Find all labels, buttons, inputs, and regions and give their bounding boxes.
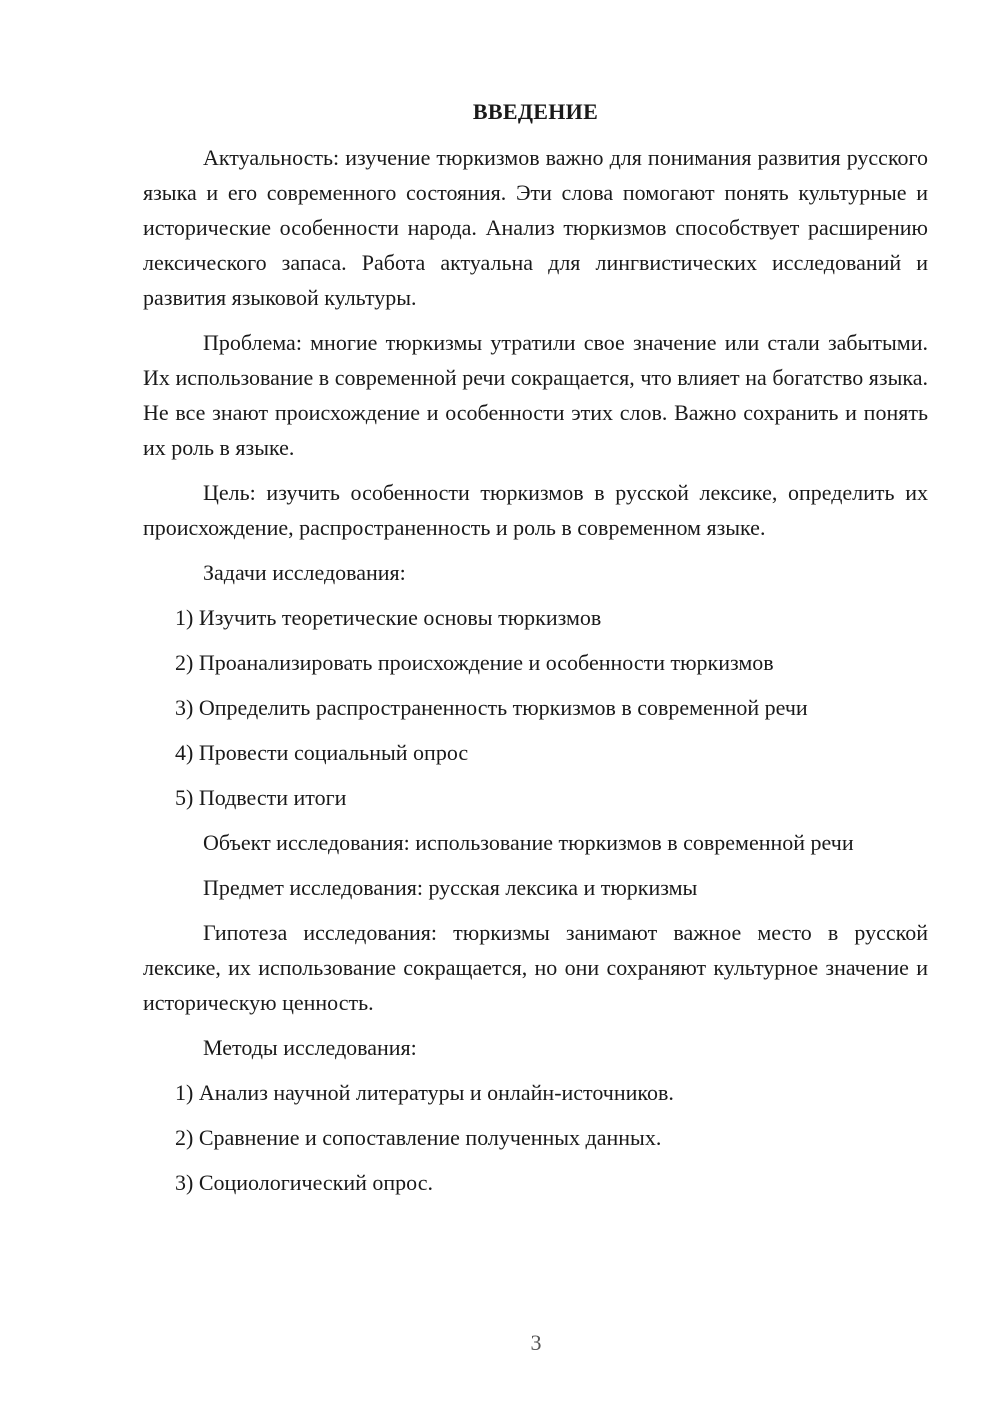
- methods-list: [143, 1075, 928, 1200]
- hypothesis-paragraph: Гипотеза исследования: тюркизмы занимают важное место в русской лексике, их использование сокращается, но они сохраняют культурное значение и историческую ценность.: [143, 920, 928, 1015]
- section-title: ВВЕДЕНИЕ: [472, 99, 599, 124]
- method-item: 3) Социологический опрос.: [175, 1170, 433, 1195]
- tasks-heading: Задачи исследования:: [203, 560, 406, 585]
- task-item: 3) Определить распространенность тюркизмов в современной речи: [175, 695, 808, 720]
- goal-paragraph: Цель: изучить особенности тюркизмов в русской лексике, определить их происхождение, распространенность и роль в современном языке.: [143, 480, 928, 540]
- task-item: 2) Проанализировать происхождение и особенности тюркизмов: [175, 650, 774, 675]
- page-number: 3: [530, 1330, 542, 1355]
- task-item: 1) Изучить теоретические основы тюркизмов: [175, 605, 602, 630]
- object-paragraph: Объект исследования: использование тюркизмов в современной речи: [203, 830, 854, 855]
- task-item: 4) Провести социальный опрос: [175, 740, 469, 765]
- method-item: 2) Сравнение и сопоставление полученных данных.: [175, 1125, 662, 1150]
- relevance-paragraph: Актуальность: изучение тюркизмов важно для понимания развития русского языка и его современного состояния. Эти слова помогают понять культурные и исторические особенности народа. Анализ тюркизмов способствует расширению лексического запаса. Работа актуальна для лингвистических исследований и развития языковой культуры.: [143, 145, 928, 310]
- document-page: [143, 94, 928, 1210]
- subject-paragraph: Предмет исследования: русская лексика и тюркизмы: [203, 875, 698, 900]
- task-item: 5) Подвести итоги: [175, 785, 347, 810]
- tasks-list: [143, 600, 928, 815]
- method-item: 1) Анализ научной литературы и онлайн-источников.: [175, 1080, 674, 1105]
- problem-paragraph: Проблема: многие тюркизмы утратили свое значение или стали забытыми. Их использование в современной речи сокращается, что влияет на богатство языка. Не все знают происхождение и особенности этих слов. Важно сохранить и понять их роль в языке.: [143, 330, 928, 460]
- methods-heading: Методы исследования:: [203, 1035, 417, 1060]
